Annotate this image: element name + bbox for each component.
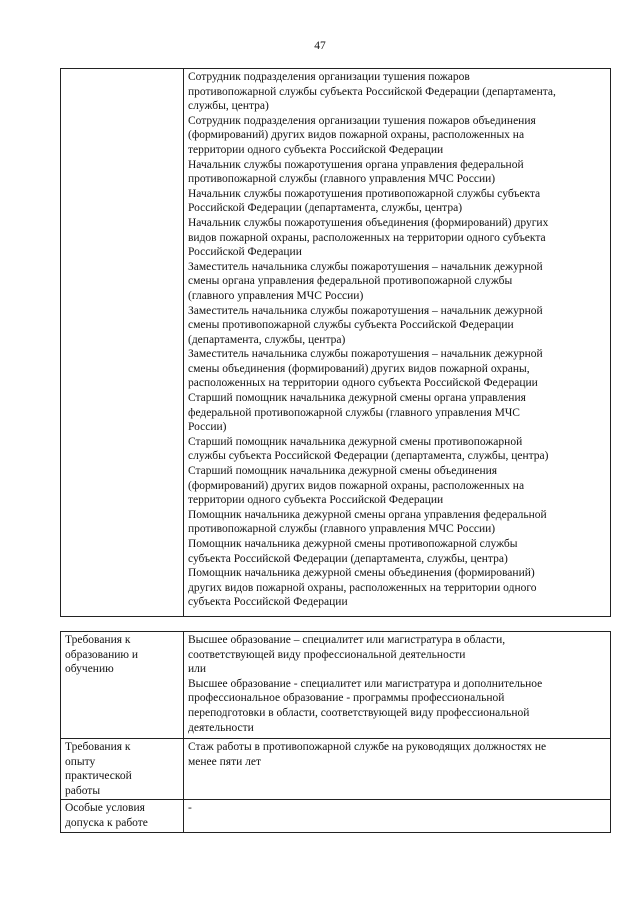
text-line: Старший помощник начальника дежурной смены органа управления: [188, 392, 526, 405]
text-line: Заместитель начальника службы пожаротушения – начальник дежурной: [188, 348, 543, 361]
page-number: 47: [314, 40, 326, 52]
text-line: Старший помощник начальника дежурной смены объединения: [188, 465, 498, 478]
experience-label-cell: [61, 739, 184, 800]
text-line: профессиональное образование - программы профессиональной: [188, 692, 505, 705]
text-line: Начальник службы пожаротушения органа управления федеральной: [188, 158, 524, 171]
text-line: образованию и: [65, 648, 138, 661]
text-line: практической: [65, 770, 132, 783]
requirements-table: [60, 631, 611, 833]
text-line: Старший помощник начальника дежурной смены противопожарной: [188, 435, 523, 448]
text-line: противопожарной службы субъекта Российской Федерации (департамента,: [188, 85, 556, 98]
text-line: соответствующей виду профессиональной деятельности: [188, 648, 466, 661]
text-line: Заместитель начальника службы пожаротушения – начальник дежурной: [188, 304, 543, 317]
text-line: Высшее образование – специалитет или магистратура в области,: [188, 634, 506, 646]
text-line: опыту: [65, 755, 96, 768]
text-line: других видов пожарной охраны, расположенных на территории одного: [188, 581, 537, 594]
text-line: смены противопожарной службы субъекта Российской Федерации: [188, 319, 514, 332]
text-line: обучению: [65, 663, 114, 676]
text-line: допуска к работе: [65, 816, 148, 829]
text-line: деятельности: [188, 721, 254, 734]
table-row-special-conditions: [61, 800, 611, 833]
text-line: смены объединения (формирований) других видов пожарной охраны,: [188, 362, 530, 375]
empty-label-cell: [61, 69, 184, 617]
text-line: переподготовки в области, соответствующей виду профессиональной: [188, 706, 530, 719]
positions-list-cell: [184, 69, 611, 617]
text-line: Высшее образование - специалитет или магистратура и дополнительное: [188, 677, 543, 690]
text-line: видов пожарной охраны, расположенных на территории одного субъекта: [188, 231, 546, 244]
text-line: противопожарной службы (главного управления МЧС России): [188, 523, 496, 536]
text-line: Сотрудник подразделения организации тушения пожаров объединения: [188, 114, 536, 127]
text-line: (формирований) других видов пожарной охраны, расположенных на: [188, 479, 525, 492]
table-row: [61, 69, 611, 617]
text-line: Российской Федерации: [188, 246, 302, 259]
text-line: Российской Федерации (департамента, службы, центра): [188, 202, 463, 215]
text-line: территории одного субъекта Российской Федерации: [188, 494, 444, 507]
text-line: Помощник начальника дежурной смены органа управления федеральной: [188, 508, 547, 521]
text-line: работы: [65, 784, 101, 797]
text-line: (формирований) других видов пожарной охраны, расположенных на: [188, 129, 525, 142]
table-row-experience: [61, 739, 611, 800]
experience-value-cell: [184, 739, 611, 800]
text-line: (главного управления МЧС России): [188, 289, 364, 302]
text-line: Начальник службы пожаротушения объединения (формирований) других: [188, 216, 549, 229]
text-line: территории одного субъекта Российской Федерации: [188, 143, 444, 156]
text-line: Сотрудник подразделения организации тушения пожаров: [188, 71, 470, 83]
education-label-cell: [61, 632, 184, 739]
text-line: Начальник службы пожаротушения противопожарной службы субъекта: [188, 187, 541, 200]
text-line: (департамента, службы, центра): [188, 333, 346, 346]
text-line: расположенных на территории одного субъекта Российской Федерации: [188, 377, 538, 390]
text-line: противопожарной службы (главного управления МЧС России): [188, 173, 496, 186]
text-line: России): [188, 421, 227, 434]
special-conditions-label-cell: [61, 800, 184, 833]
text-line: Особые условия: [65, 802, 145, 815]
text-line: смены органа управления федеральной противопожарной службы: [188, 275, 513, 288]
text-line: Требования к: [65, 634, 131, 646]
text-line: субъекта Российской Федерации (департамента, службы, центра): [188, 552, 508, 565]
special-conditions-value-cell: [184, 800, 611, 833]
text-line: службы субъекта Российской Федерации (департамента, службы, центра): [188, 450, 549, 463]
text-line: Требования к: [65, 741, 131, 753]
text-line: Заместитель начальника службы пожаротушения – начальник дежурной: [188, 260, 543, 273]
text-line: федеральной противопожарной службы (главного управления МЧС: [188, 406, 520, 419]
text-line: субъекта Российской Федерации: [188, 596, 348, 609]
text-line: службы, центра): [188, 100, 269, 113]
text-line: менее пяти лет: [188, 755, 261, 768]
text-line: или: [188, 663, 207, 676]
positions-table: [60, 68, 611, 617]
text-line: Стаж работы в противопожарной службе на руководящих должностях не: [188, 741, 547, 753]
text-line: Помощник начальника дежурной смены объединения (формирований): [188, 567, 535, 580]
table-row-education: [61, 632, 611, 739]
text-line: -: [188, 802, 192, 815]
text-line: Помощник начальника дежурной смены противопожарной службы: [188, 538, 518, 550]
education-value-cell: [184, 632, 611, 739]
